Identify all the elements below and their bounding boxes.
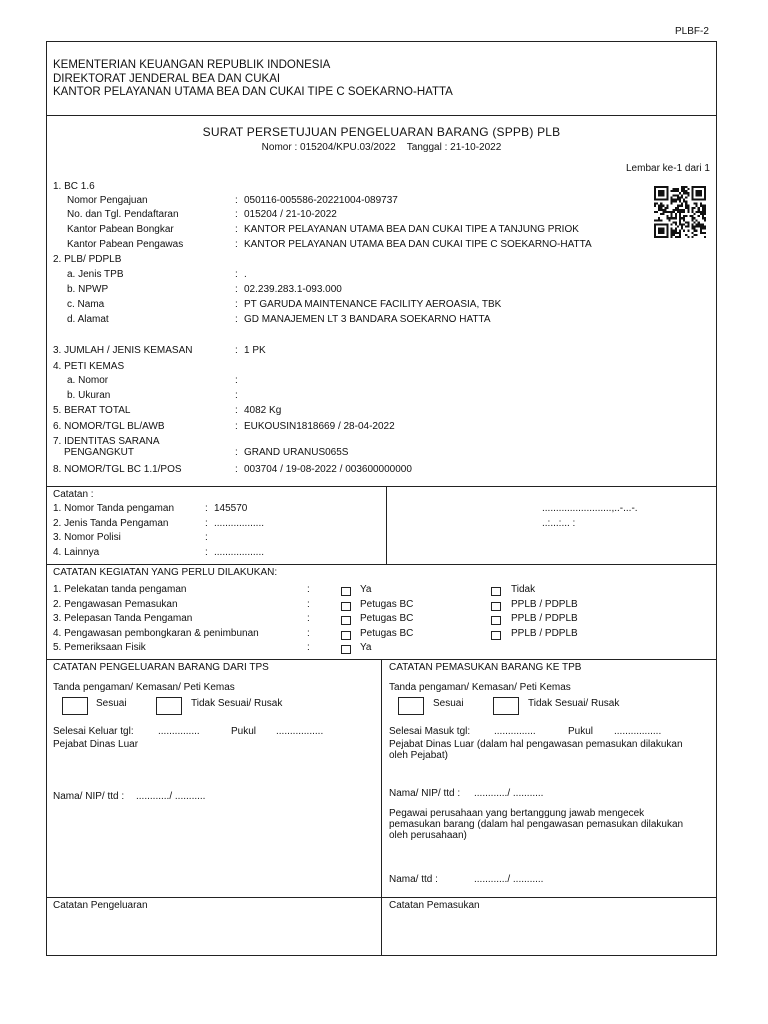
kegiatan-item-separator: : bbox=[307, 598, 310, 610]
field-separator: : bbox=[235, 390, 238, 401]
catatan-item-label: 2. Jenis Tanda Pengaman bbox=[53, 517, 169, 529]
field-label: 2. PLB/ PDPLB bbox=[53, 254, 122, 265]
field-value: 02.239.283.1-093.000 bbox=[244, 284, 342, 295]
field-label: 8. NOMOR/TGL BC 1.1/POS bbox=[53, 464, 182, 475]
pengeluaran-pejabat-label: Pejabat Dinas Luar bbox=[53, 739, 139, 750]
kegiatan-item-label: 3. Pelepasan Tanda Pengaman bbox=[53, 613, 193, 624]
field-separator: : bbox=[235, 195, 238, 206]
field-label: No. dan Tgl. Pendaftaran bbox=[67, 209, 179, 220]
kegiatan-item-separator: : bbox=[307, 584, 310, 595]
field-value: PT GARUDA MAINTENANCE FACILITY AEROASIA, TBK bbox=[244, 299, 502, 310]
kegiatan-item-label: 5. Pemeriksaan Fisik bbox=[53, 642, 146, 653]
kegiatan-option1-label: Ya bbox=[360, 584, 372, 595]
field-label: 4. PETI KEMAS bbox=[53, 361, 125, 372]
field-separator: : bbox=[235, 464, 238, 475]
field-separator: : bbox=[235, 209, 238, 220]
pemasukan-pegawai-line3: oleh perusahaan) bbox=[389, 830, 467, 841]
pemasukan-pegawai-line1: Pegawai perusahaan yang bertanggung jawab mengecek bbox=[389, 808, 645, 819]
field-separator: : bbox=[235, 421, 238, 432]
directorate-name: DIREKTORAT JENDERAL BEA DAN CUKAI bbox=[53, 73, 281, 85]
pengeluaran-tidak-sesuai-checkbox[interactable] bbox=[156, 697, 182, 715]
field-value: 1 PK bbox=[244, 345, 266, 356]
kegiatan-option2-label: PPLB / PDPLB bbox=[511, 598, 578, 610]
pengeluaran-pukul-value: ................. bbox=[276, 726, 324, 737]
field-value: 003704 / 19-08-2022 / 003600000000 bbox=[244, 464, 412, 475]
field-value: GD MANAJEMEN LT 3 BANDARA SOEKARNO HATTA bbox=[244, 314, 491, 325]
field-label: 5. BERAT TOTAL bbox=[53, 405, 131, 416]
pemasukan-tidak-sesuai-label: Tidak Sesuai/ Rusak bbox=[528, 698, 620, 709]
kegiatan-option2-label: Tidak bbox=[511, 584, 536, 595]
field-separator: : bbox=[235, 269, 238, 280]
field-label: PENGANGKUT bbox=[64, 447, 135, 458]
pengeluaran-nama-label: Nama/ NIP/ ttd : bbox=[53, 791, 125, 802]
pemasukan-nama-label: Nama/ NIP/ ttd : bbox=[389, 788, 461, 799]
field-separator: : bbox=[235, 314, 238, 325]
field-label: c. Nama bbox=[67, 299, 105, 310]
pemasukan-pejabat-line2: oleh Pejabat) bbox=[389, 750, 448, 761]
catatan-item-label: 4. Lainnya bbox=[53, 546, 100, 558]
pengeluaran-nama-value: ............/ ........... bbox=[136, 791, 206, 802]
pengeluaran-tidak-sesuai-label: Tidak Sesuai/ Rusak bbox=[191, 698, 283, 709]
kegiatan-option1-checkbox[interactable] bbox=[341, 645, 351, 654]
pemasukan-pejabat-line1: Pejabat Dinas Luar (dalam hal pengawasan pemasukan dilakukan bbox=[389, 739, 683, 750]
field-value: KANTOR PELAYANAN UTAMA BEA DAN CUKAI TIPE A TANJUNG PRIOK bbox=[244, 224, 579, 235]
kegiatan-item-separator: : bbox=[307, 627, 310, 639]
field-separator: : bbox=[235, 239, 238, 250]
sheet-indicator: Lembar ke-1 dari 1 bbox=[626, 163, 710, 174]
divider-catatan-vertical bbox=[386, 486, 387, 564]
pengeluaran-selesai-label: Selesai Keluar tgl: bbox=[53, 726, 134, 737]
field-value: KANTOR PELAYANAN UTAMA BEA DAN CUKAI TIPE C SOEKARNO-HATTA bbox=[244, 239, 592, 250]
pengeluaran-heading: CATATAN PENGELUARAN BARANG DARI TPS bbox=[53, 662, 269, 673]
field-label: 6. NOMOR/TGL BL/AWB bbox=[53, 421, 165, 432]
field-label: b. Ukuran bbox=[67, 390, 111, 401]
field-label: Nomor Pengajuan bbox=[67, 195, 148, 206]
field-value: GRAND URANUS065S bbox=[244, 447, 349, 458]
kegiatan-option1-checkbox[interactable] bbox=[341, 587, 351, 596]
pengeluaran-tanda-label: Tanda pengaman/ Kemasan/ Peti Kemas bbox=[53, 682, 235, 693]
field-separator: : bbox=[235, 284, 238, 295]
catatan-item-separator: : bbox=[205, 503, 208, 514]
catatan-item-value: .................. bbox=[214, 546, 265, 558]
divider-catatan bbox=[46, 486, 717, 487]
pemasukan-selesai-value: ............... bbox=[494, 726, 536, 737]
pemasukan-nama2-value: ............/ ........... bbox=[474, 874, 544, 885]
qr-code bbox=[654, 186, 706, 238]
kegiatan-option2-checkbox[interactable] bbox=[491, 587, 501, 596]
catatan-right-1: .........................,..-...-. bbox=[542, 503, 638, 514]
kegiatan-option1-label: Ya bbox=[360, 642, 372, 653]
divider-kegiatan bbox=[46, 564, 717, 565]
divider-header bbox=[46, 115, 717, 116]
catatan-pengeluaran-label: Catatan Pengeluaran bbox=[53, 900, 148, 911]
office-name: KANTOR PELAYANAN UTAMA BEA DAN CUKAI TIPE C SOEKARNO-HATTA bbox=[53, 86, 453, 98]
kegiatan-item-label: 4. Pengawasan pembongkaran & penimbunan bbox=[53, 627, 259, 639]
kegiatan-option2-checkbox[interactable] bbox=[491, 616, 501, 625]
catatan-pemasukan-label: Catatan Pemasukan bbox=[389, 900, 480, 911]
pemasukan-sesuai-checkbox[interactable] bbox=[398, 697, 424, 715]
field-label: a. Nomor bbox=[67, 375, 109, 386]
field-label: a. Jenis TPB bbox=[67, 269, 124, 280]
field-label: Kantor Pabean Pengawas bbox=[67, 239, 184, 250]
catatan-item-label: 1. Nomor Tanda pengaman bbox=[53, 503, 175, 514]
field-value: EUKOUSIN1818669 / 28-04-2022 bbox=[244, 421, 395, 432]
kegiatan-heading: CATATAN KEGIATAN YANG PERLU DILAKUKAN: bbox=[53, 567, 278, 578]
field-separator: : bbox=[235, 405, 238, 416]
kegiatan-option1-label: Petugas BC bbox=[360, 613, 414, 624]
field-separator: : bbox=[235, 299, 238, 310]
kegiatan-option1-checkbox[interactable] bbox=[341, 616, 351, 625]
pemasukan-pukul-label: Pukul bbox=[568, 726, 594, 737]
kegiatan-item-separator: : bbox=[307, 642, 310, 653]
kegiatan-option2-label: PPLB / PDPLB bbox=[511, 613, 578, 624]
kegiatan-item-label: 1. Pelekatan tanda pengaman bbox=[53, 584, 187, 595]
pengeluaran-sesuai-checkbox[interactable] bbox=[62, 697, 88, 715]
pengeluaran-pukul-label: Pukul bbox=[231, 726, 257, 737]
pemasukan-tanda-label: Tanda pengaman/ Kemasan/ Peti Kemas bbox=[389, 682, 571, 693]
catatan-item-label: 3. Nomor Polisi bbox=[53, 532, 121, 543]
pengeluaran-selesai-value: ............... bbox=[158, 726, 200, 737]
catatan-item-separator: : bbox=[205, 517, 208, 529]
catatan-item-separator: : bbox=[205, 546, 208, 558]
catatan-heading: Catatan : bbox=[53, 489, 94, 500]
catatan-item-value: .................. bbox=[214, 517, 265, 529]
kegiatan-option1-checkbox[interactable] bbox=[341, 631, 351, 640]
pemasukan-tidak-sesuai-checkbox[interactable] bbox=[493, 697, 519, 715]
nomor-text: Nomor : 015204/KPU.03/2022 bbox=[261, 142, 396, 153]
pemasukan-nama-value: ............/ ........... bbox=[474, 788, 544, 799]
kegiatan-option1-label: Petugas BC bbox=[360, 627, 414, 639]
divider-sections-vertical bbox=[381, 659, 382, 956]
pemasukan-pukul-value: ................. bbox=[614, 726, 662, 737]
form-code: PLBF-2 bbox=[675, 26, 709, 37]
field-separator: : bbox=[235, 345, 238, 356]
kegiatan-option2-checkbox[interactable] bbox=[491, 631, 501, 640]
kegiatan-option2-checkbox[interactable] bbox=[491, 602, 501, 611]
field-value: 4082 Kg bbox=[244, 405, 282, 416]
document-number bbox=[46, 142, 717, 153]
pemasukan-pegawai-line2: pemasukan barang (dalam hal pengawasan pemasukan dilakukan bbox=[389, 819, 684, 830]
field-label: Kantor Pabean Bongkar bbox=[67, 224, 174, 235]
field-label: 7. IDENTITAS SARANA bbox=[53, 436, 160, 447]
ministry-name: KEMENTERIAN KEUANGAN REPUBLIK INDONESIA bbox=[53, 59, 331, 71]
pemasukan-selesai-label: Selesai Masuk tgl: bbox=[389, 726, 471, 737]
field-separator: : bbox=[235, 447, 238, 458]
field-separator: : bbox=[235, 375, 238, 386]
pemasukan-sesuai-label: Sesuai bbox=[433, 698, 464, 709]
kegiatan-option2-label: PPLB / PDPLB bbox=[511, 627, 578, 639]
field-label: b. NPWP bbox=[67, 284, 109, 295]
catatan-item-value: 145570 bbox=[214, 503, 248, 514]
pengeluaran-sesuai-label: Sesuai bbox=[96, 698, 127, 709]
kegiatan-option1-checkbox[interactable] bbox=[341, 602, 351, 611]
kegiatan-item-separator: : bbox=[307, 613, 310, 624]
field-value: 050116-005586-20221004-089737 bbox=[244, 195, 398, 206]
field-value: . bbox=[244, 269, 247, 280]
field-label: 3. JUMLAH / JENIS KEMASAN bbox=[53, 345, 193, 356]
catatan-item-separator: : bbox=[205, 532, 208, 543]
kegiatan-option1-label: Petugas BC bbox=[360, 598, 414, 610]
field-label: 1. BC 1.6 bbox=[53, 181, 95, 192]
field-value: 015204 / 21-10-2022 bbox=[244, 209, 337, 220]
kegiatan-item-label: 2. Pengawasan Pemasukan bbox=[53, 598, 178, 610]
document-title: SURAT PERSETUJUAN PENGELUARAN BARANG (SPPB) PLB bbox=[202, 125, 561, 139]
field-separator: : bbox=[235, 224, 238, 235]
tanggal-text: Tanggal : 21-10-2022 bbox=[406, 142, 502, 153]
pemasukan-heading: CATATAN PEMASUKAN BARANG KE TPB bbox=[389, 662, 582, 673]
catatan-right-2: ..:...:... : bbox=[542, 518, 576, 529]
field-label: d. Alamat bbox=[67, 314, 109, 325]
pemasukan-nama2-label: Nama/ ttd : bbox=[389, 874, 438, 885]
